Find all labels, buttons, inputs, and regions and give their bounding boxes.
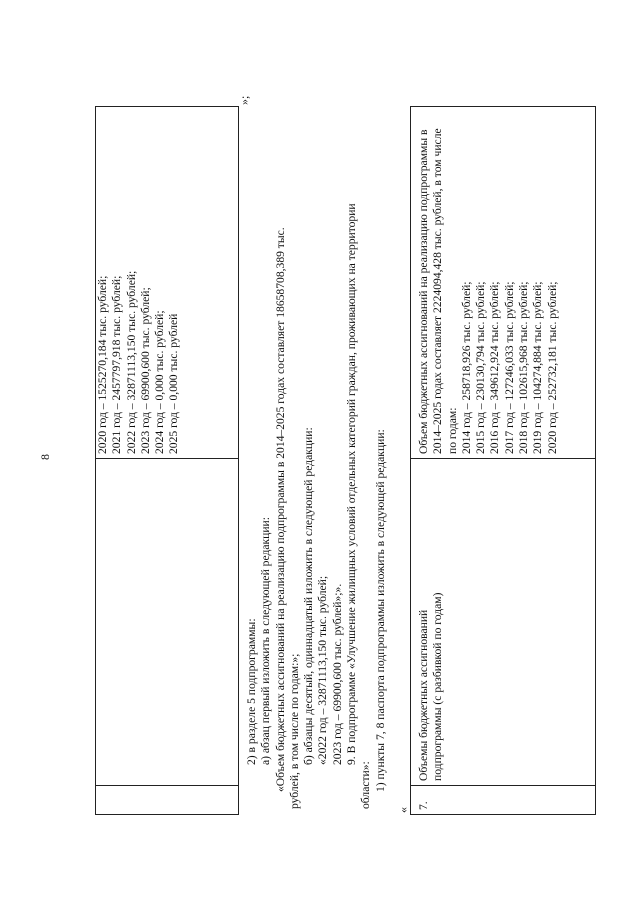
table-cell-number: 7.: [411, 786, 596, 815]
funding-line: 2022 год – 32871113,150 тыс. рублей;: [124, 270, 138, 454]
value-line: Объем бюджетных ассигнований на реализацию подпрограммы в: [417, 129, 430, 454]
paragraph: 2) в разделе 5 подпрограммы:: [245, 618, 258, 765]
paragraph: а) абзац первый изложить в следующей редакции:: [259, 517, 273, 765]
table-row: [96, 107, 239, 815]
table-cell-value: [96, 107, 239, 459]
paragraph: области»:: [359, 761, 373, 809]
label-line: подпрограммы (с разбивкой по годам): [431, 592, 445, 781]
value-line: 2015 год – 230130,794 тыс. рублей;: [474, 281, 488, 454]
funding-line: 2023 год – 69900,600 тыс. рублей;: [138, 287, 152, 454]
amendment-text: [245, 89, 388, 809]
paragraph: рублей, в том числе по годам:»;: [287, 653, 301, 809]
funding-line: 2021 год – 2457797,918 тыс. рублей;: [110, 275, 124, 454]
label-line: Объемы бюджетных ассигнований: [417, 609, 430, 781]
value-line: 2018 год – 102615,968 тыс. рублей;: [517, 281, 531, 454]
passport-table: [410, 106, 596, 815]
paragraph: «2022 год – 32871113,150 тыс. рублей;: [316, 575, 330, 765]
value-line: 2016 год – 349612,924 тыс. рублей;: [488, 281, 502, 454]
continued-table: [95, 106, 239, 815]
value-line: 2017 год – 127246,033 тыс. рублей;: [502, 281, 516, 454]
table-cell-number: [96, 786, 239, 815]
paragraph: 9. В подпрограмме «Улучшение жилищных условий отдельных категорий граждан, проживающих на территории: [345, 203, 359, 765]
table-row: [411, 107, 596, 815]
value-line: по годам:: [445, 407, 459, 454]
table-cell-label: [96, 459, 239, 786]
funding-line: 2024 год – 0,000 тыс. рублей;: [153, 310, 167, 454]
value-line: 2014–2025 годах составляет 2224094,428 тыс. рублей, в том числе: [431, 128, 445, 454]
funding-line: 2025 год – 0,000 тыс. рублей: [167, 313, 181, 454]
value-line: 2014 год – 258718,926 тыс. рублей;: [459, 281, 473, 454]
paragraph: 1) пункты 7, 8 паспорта подпрограммы изложить в следующей редакции:: [373, 429, 387, 792]
closing-quote: »;: [237, 95, 251, 105]
funding-line: 2020 год – 1525270,184 тыс. рублей;: [96, 275, 109, 454]
paragraph: «Объем бюджетных ассигнований на реализацию подпрограммы в 2014–2025 годах составляет 18658708,389 тыс.: [273, 227, 287, 792]
paragraph: б) абзацы десятый, одиннадцатый изложить в следующей редакции:: [302, 427, 316, 765]
table-cell-label: [411, 459, 596, 786]
value-line: 2019 год – 104274,884 тыс. рублей;: [531, 281, 545, 454]
value-line: 2020 год – 252732,181 тыс. рублей;: [545, 281, 559, 454]
page-number: 8: [38, 454, 52, 460]
table-cell-value: [411, 107, 596, 459]
opening-quote: «: [396, 807, 410, 813]
paragraph: 2023 год – 69900,600 тыс. рублей»;».: [330, 583, 344, 765]
